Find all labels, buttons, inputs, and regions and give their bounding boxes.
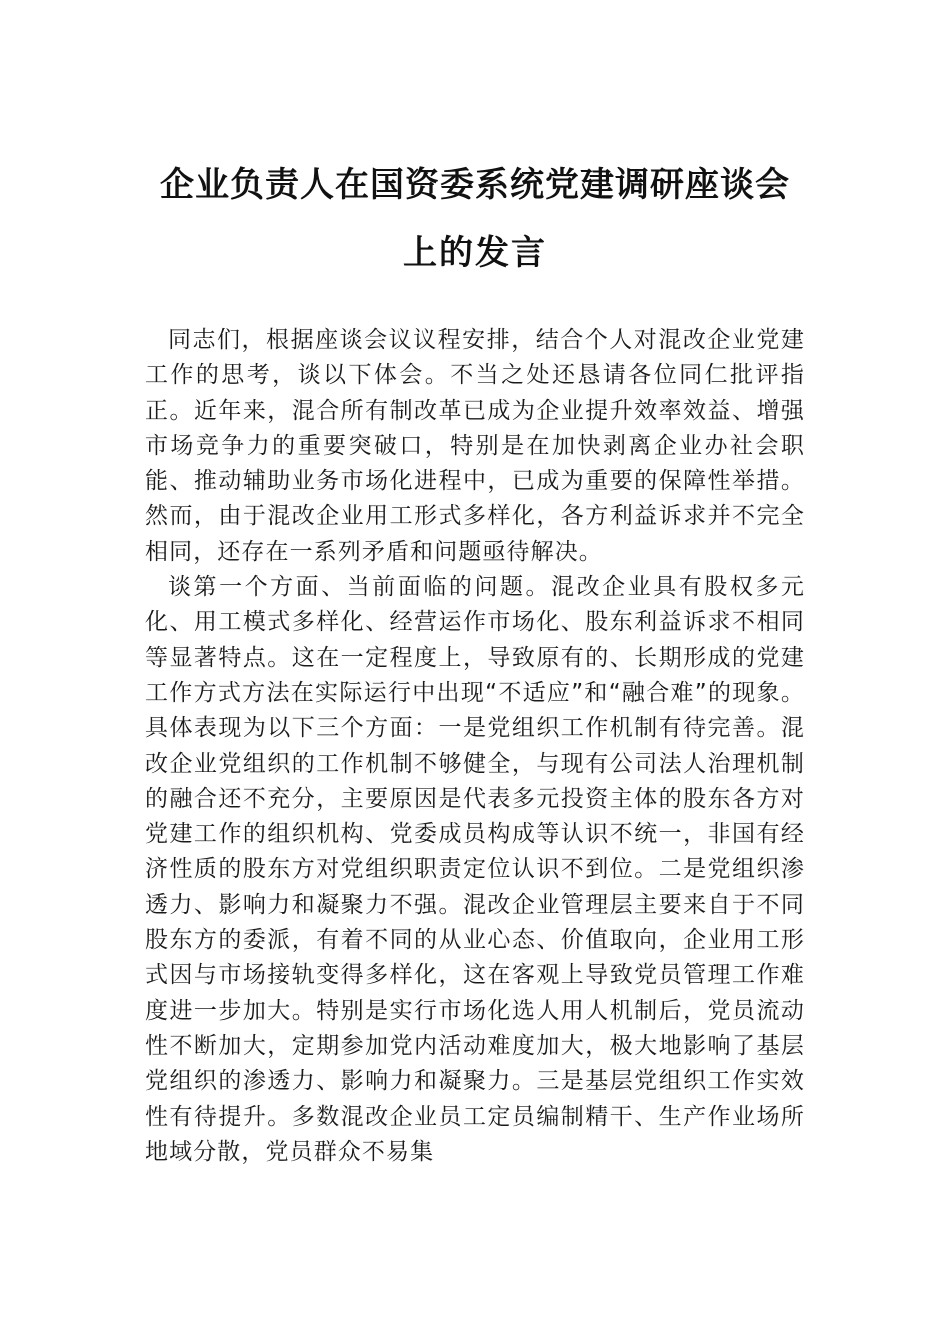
paragraph-1: 同志们，根据座谈会议议程安排，结合个人对混改企业党建工作的思考，谈以下体会。不当之处还恳请各位同仁批评指正。近年来，混合所有制改革已成为企业提升效率效益、增强市场竞争力的重要突破口，特别是在加快剥离企业办社会职能、推动辅助业务市场化进程中，已成为重要的保障性举措。然而，由于混改企业用工形式多样化，各方利益诉求并不完全相同，还存在一系列矛盾和问题亟待解决。 — [145, 327, 805, 565]
document-title-line-2: 上的发言 — [403, 233, 547, 273]
paragraph-2: 谈第一个方面、当前面临的问题。混改企业具有股权多元化、用工模式多样化、经营运作市场化、股东利益诉求不相同等显著特点。这在一定程度上，导致原有的、长期形成的党建工作方式方法在实际运行中出现“不适应”和“融合难”的现象。具体表现为以下三个方面：一是党组织工作机制有待完善。混改企业党组织的工作机制不够健全，与现有公司法人治理机制的融合还不充分，主要原因是代表多元投资主体的股东各方对党建工作的组织机构、党委成员构成等认识不统一，非国有经济性质的股东方对党组织职责定位认识不到位。二是党组织渗透力、影响力和凝聚力不强。混改企业管理层主要来自于不同股东方的委派，有着不同的从业心态、价值取向，企业用工形式因与市场接轨变得多样化，这在客观上导致党员管理工作难度进一步加大。特别是实行市场化选人用人机制后，党员流动性不断加大，定期参加党内活动难度加大，极大地影响了基层党组织的渗透力、影响力和凝聚力。三是基层党组织工作实效性有待提升。多数混改企业员工定员编制精干、生产作业场所地域分散，党员群众不易集 — [145, 574, 805, 1165]
document-body — [145, 323, 805, 1170]
document-title-line-1: 企业负责人在国资委系统党建调研座谈会 — [160, 165, 790, 205]
